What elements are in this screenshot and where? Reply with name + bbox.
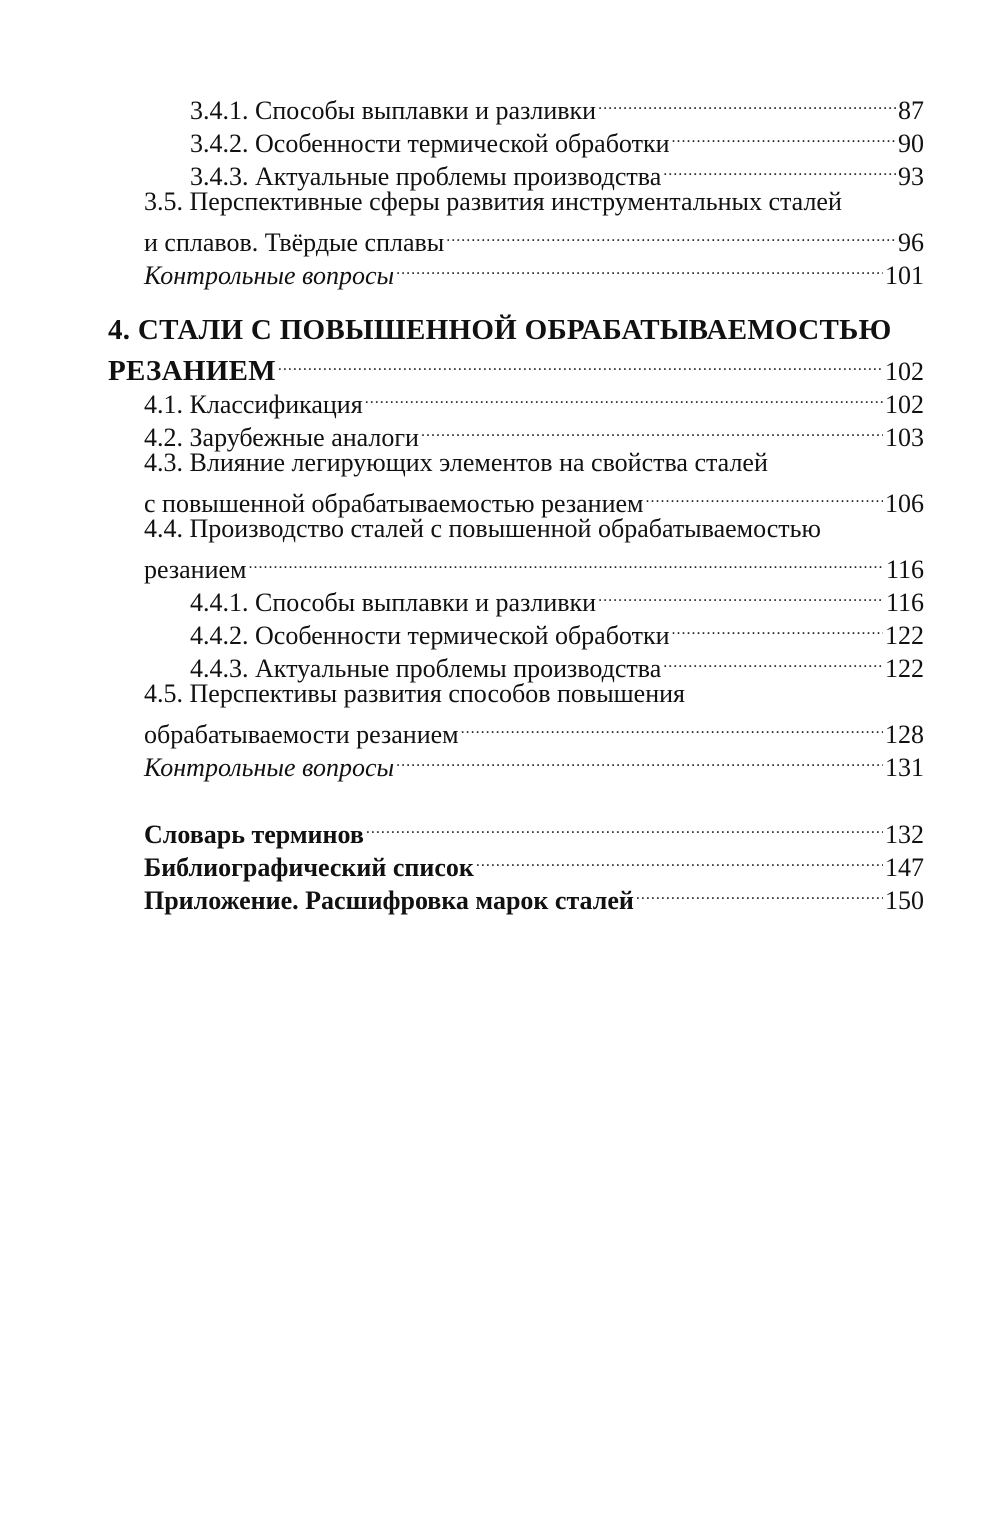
dot-leader	[365, 380, 883, 413]
dot-leader	[421, 413, 883, 446]
dot-leader	[396, 743, 883, 776]
dot-leader	[672, 611, 883, 644]
dot-leader	[446, 218, 896, 251]
toc-entry-label: Словарь терминов	[144, 820, 364, 849]
toc-page-number: 147	[885, 853, 924, 882]
dot-leader	[476, 843, 883, 876]
toc-entry-label: с повышенной обрабатываемостью резанием	[144, 489, 644, 518]
toc-entry-label: 3.4.1. Способы выплавки и разливки	[190, 96, 597, 125]
toc-page-number: 122	[885, 654, 924, 683]
toc-entry-label: 4.4. Производство сталей с повышенной обрабатываемостью	[144, 514, 821, 543]
toc-page-number: 101	[885, 261, 924, 290]
toc-entry-label: Контрольные вопросы	[144, 753, 395, 782]
toc-page-number: 87	[898, 96, 924, 125]
dot-leader	[366, 810, 883, 843]
dot-leader	[663, 152, 896, 185]
toc-entry-label: Приложение. Расшифровка марок сталей	[144, 886, 634, 915]
dot-leader	[278, 347, 883, 380]
toc-page-number: 132	[885, 820, 924, 849]
toc-entry-4-3-line2[interactable]	[108, 479, 924, 518]
toc-page-number: 122	[885, 621, 924, 650]
toc-entry-4-5-line1[interactable]	[108, 677, 924, 710]
toc-page-number: 106	[885, 489, 924, 518]
dot-leader	[461, 710, 883, 743]
toc-page-number: 90	[898, 129, 924, 158]
toc-entry-label: 4.1. Классификация	[144, 390, 363, 419]
toc-page-number: 116	[885, 555, 924, 584]
dot-leader	[249, 545, 884, 578]
dot-leader	[636, 876, 883, 909]
toc-entry-label: 4.4.1. Способы выплавки и разливки	[190, 588, 597, 617]
toc-page-number: 131	[885, 753, 924, 782]
toc-entry-3-4-1[interactable]	[108, 86, 924, 125]
toc-page-number: 102	[885, 390, 924, 419]
chapter-title: 4. СТАЛИ С ПОВЫШЕННОЙ ОБРАБАТЫВАЕМОСТЬЮ	[108, 314, 892, 346]
toc-entry-label: 3.5. Перспективные сферы развития инструментальных сталей	[144, 187, 842, 216]
toc-entry-4-4-line1[interactable]	[108, 512, 924, 545]
toc-entry-label: Контрольные вопросы	[144, 261, 395, 290]
toc-page-number: 93	[898, 162, 924, 191]
toc-entry-label: 4.3. Влияние легирующих элементов на свойства сталей	[144, 448, 768, 477]
toc-entry-label: 3.4.2. Особенности термической обработки	[190, 129, 670, 158]
dot-leader	[645, 479, 883, 512]
table-of-contents	[108, 86, 924, 915]
toc-entry-4-5-line2[interactable]	[108, 710, 924, 749]
chapter-title: РЕЗАНИЕМ	[108, 355, 276, 387]
toc-entry-label: 4.4.2. Особенности термической обработки	[190, 621, 670, 650]
toc-entry-label: 3.4.3. Актуальные проблемы производства	[190, 162, 662, 191]
toc-entry-glossary[interactable]	[108, 810, 924, 849]
toc-page-number: 116	[885, 588, 924, 617]
toc-page-number: 96	[898, 228, 924, 257]
toc-page-number: 103	[885, 423, 924, 452]
toc-entry-4-3-line1[interactable]	[108, 446, 924, 479]
dot-leader	[598, 578, 884, 611]
toc-entry-3-5-line1[interactable]	[108, 185, 924, 218]
dot-leader	[663, 644, 883, 677]
toc-entry-label: обрабатываемости резанием	[144, 720, 459, 749]
toc-entry-label: 4.4.3. Актуальные проблемы производства	[190, 654, 662, 683]
toc-page-number: 102	[885, 357, 924, 386]
toc-entry-label: и сплавов. Твёрдые сплавы	[144, 228, 445, 257]
toc-page-number: 128	[885, 720, 924, 749]
toc-entry-label: резанием	[144, 555, 247, 584]
dot-leader	[598, 86, 896, 119]
toc-entry-label: 4.2. Зарубежные аналоги	[144, 423, 419, 452]
toc-entry-3-5-line2[interactable]	[108, 218, 924, 257]
dot-leader	[672, 119, 896, 152]
toc-entry-label: 4.5. Перспективы развития способов повышения	[144, 679, 686, 708]
toc-entry-4-4-line2[interactable]	[108, 545, 924, 584]
dot-leader	[396, 251, 883, 284]
toc-chapter-4-line1[interactable]	[108, 314, 924, 347]
toc-page-number: 150	[885, 886, 924, 915]
toc-chapter-4-line2[interactable]	[108, 347, 924, 387]
toc-entry-label: Библиографический список	[144, 853, 474, 882]
